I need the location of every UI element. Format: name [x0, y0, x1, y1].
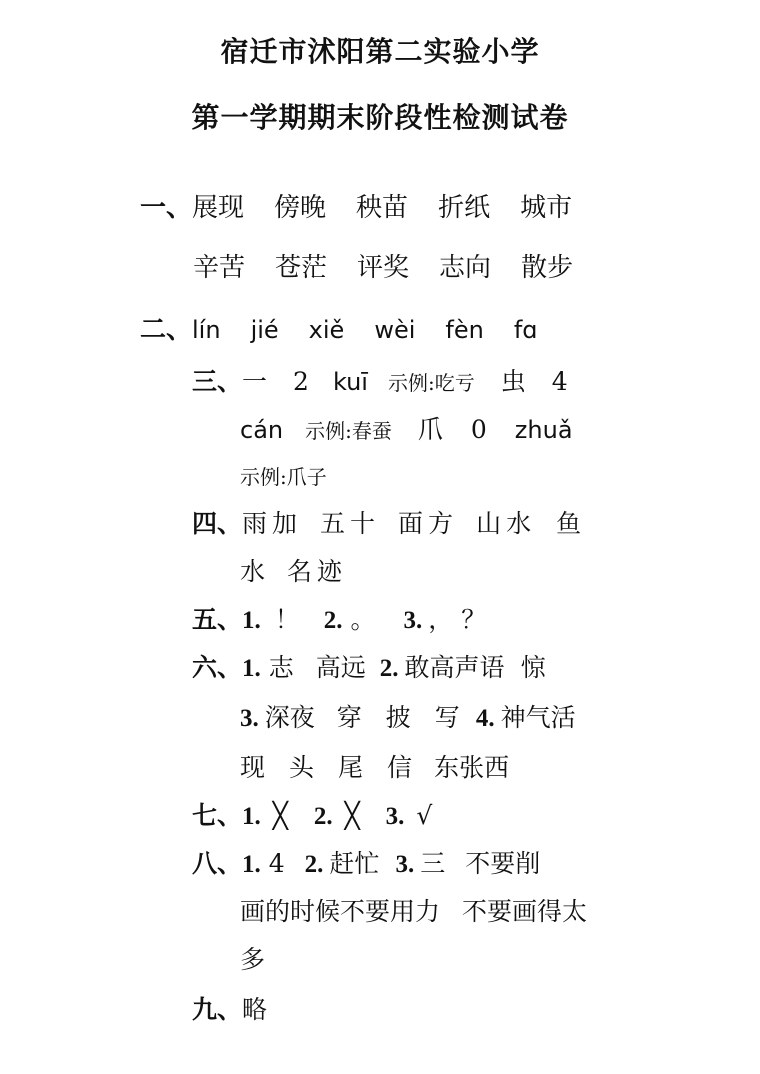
answer-value: 4 [268, 849, 285, 878]
answer-word: 不要削 [465, 849, 541, 878]
answer-word: 苍茫 [275, 253, 328, 283]
section-3-row-3 [240, 460, 327, 493]
section-8-row-3 [240, 944, 265, 976]
section-4-row-1 [192, 508, 581, 540]
answer-word: 山水 [476, 509, 537, 538]
example-word: 示例:吃亏 [387, 371, 475, 395]
pinyin-answer: cán [240, 416, 284, 444]
radical-answer: 虫 [500, 367, 526, 396]
answer-word: 水 [240, 557, 266, 586]
section-5 [192, 604, 494, 637]
answer-word: 鱼 [556, 509, 582, 538]
item-number: 2. [304, 851, 324, 878]
example-word: 示例:春蚕 [305, 419, 392, 443]
pinyin-answer: jié [250, 316, 279, 344]
answer-word: 志向 [439, 253, 492, 283]
section-8-row-2 [240, 896, 587, 928]
section-6-row-2 [240, 702, 576, 735]
section-3-row-1 [192, 366, 568, 399]
pinyin-answer: wèi [374, 316, 416, 344]
answer-word: 三 [420, 849, 446, 878]
section-2 [140, 314, 538, 346]
answer-word: 五十 [320, 509, 381, 538]
pinyin-answer: fèn [445, 316, 484, 344]
pinyin-answer: xiě [308, 316, 345, 344]
item-number: 4. [475, 705, 495, 732]
stroke-count: 2 [293, 367, 309, 396]
answer-word: 深夜 [264, 703, 315, 732]
section-9-mark: 九、 [192, 995, 243, 1024]
item-number: 3. [403, 607, 423, 634]
answer-word: 惊 [520, 653, 546, 682]
title-exam: 第一学期期末阶段性检测试卷 [191, 101, 569, 134]
answer-word: 散步 [521, 253, 574, 283]
answer-word: 略 [242, 995, 268, 1024]
answer-word: 现 [240, 753, 266, 782]
section-6-mark: 六、 [192, 653, 243, 682]
section-8-row-1 [192, 848, 540, 881]
section-9 [192, 994, 267, 1026]
answer-word: 尾 [338, 753, 364, 782]
section-1-row-1 [140, 192, 572, 224]
section-3-mark: 三、 [192, 367, 243, 396]
item-number: 2. [379, 655, 399, 682]
section-1-row-2 [193, 252, 573, 284]
punctuation-answer: ！ [274, 605, 300, 634]
answer-word: 名迹 [287, 557, 348, 586]
answer-word: 穿 [336, 703, 362, 732]
check-mark-icon: √ [416, 801, 433, 830]
answer-word: 头 [289, 753, 315, 782]
answer-sentence: 多 [240, 945, 266, 974]
section-4-row-2 [240, 556, 347, 588]
punctuation-answer: ，？ [428, 605, 495, 634]
item-number: 3. [395, 851, 415, 878]
answer-word: 披 [385, 703, 411, 732]
answer-word: 赶忙 [329, 849, 380, 878]
answer-word: 城市 [520, 193, 573, 223]
stroke-count: 0 [470, 415, 487, 444]
radical-answer: 爪 [417, 415, 443, 444]
answer-word: 秧苗 [356, 193, 409, 223]
answer-word: 敢高声语 [404, 653, 505, 682]
pinyin-answer: lín [192, 316, 221, 344]
stroke-count: 4 [551, 367, 568, 396]
pinyin-answer: fɑ [513, 316, 538, 344]
item-number: 1. [242, 803, 261, 830]
section-6-row-3 [240, 752, 509, 784]
example-word: 示例:爪子 [240, 465, 327, 489]
answer-word: 展现 [192, 193, 245, 223]
section-8-mark: 八、 [192, 849, 243, 878]
answer-word: 面方 [398, 509, 459, 538]
item-number: 1. [242, 607, 261, 634]
answer-word: 东张西 [434, 753, 510, 782]
item-number: 2. [313, 803, 333, 830]
answer-sentence: 画的时候不要用力 [240, 897, 441, 926]
section-6-row-1 [192, 652, 546, 685]
answer-word: 高远 [315, 653, 366, 682]
answer-word: 傍晚 [274, 193, 327, 223]
answer-word: 神气活 [500, 703, 576, 732]
pinyin-answer: zhuǎ [514, 416, 573, 444]
item-number: 2. [323, 607, 343, 634]
radical-answer: 一 [242, 367, 268, 396]
section-3-row-2 [240, 414, 573, 447]
answer-sentence: 不要画得太 [462, 897, 588, 926]
cross-mark-icon: ╳ [344, 801, 360, 830]
item-number: 3. [385, 803, 405, 830]
cross-mark-icon: ╳ [272, 801, 288, 830]
answer-word: 信 [387, 753, 413, 782]
answer-word: 写 [434, 703, 460, 732]
punctuation-answer: 。 [350, 605, 376, 634]
answer-word: 折纸 [438, 193, 491, 223]
answer-word: 辛苦 [193, 253, 246, 283]
section-4-mark: 四、 [192, 509, 243, 538]
section-5-mark: 五、 [192, 605, 243, 634]
answer-word: 志 [268, 653, 294, 682]
answer-word: 雨加 [242, 509, 303, 538]
section-7 [192, 800, 432, 833]
item-number: 1. [242, 851, 261, 878]
section-1-mark: 一、 [140, 193, 193, 223]
title-school: 宿迁市沭阳第二实验小学 [220, 35, 540, 68]
item-number: 1. [242, 655, 261, 682]
pinyin-answer: kuī [332, 368, 368, 396]
section-2-mark: 二、 [140, 315, 193, 345]
item-number: 3. [240, 705, 259, 732]
section-7-mark: 七、 [192, 801, 243, 830]
answer-word: 评奖 [357, 253, 410, 283]
